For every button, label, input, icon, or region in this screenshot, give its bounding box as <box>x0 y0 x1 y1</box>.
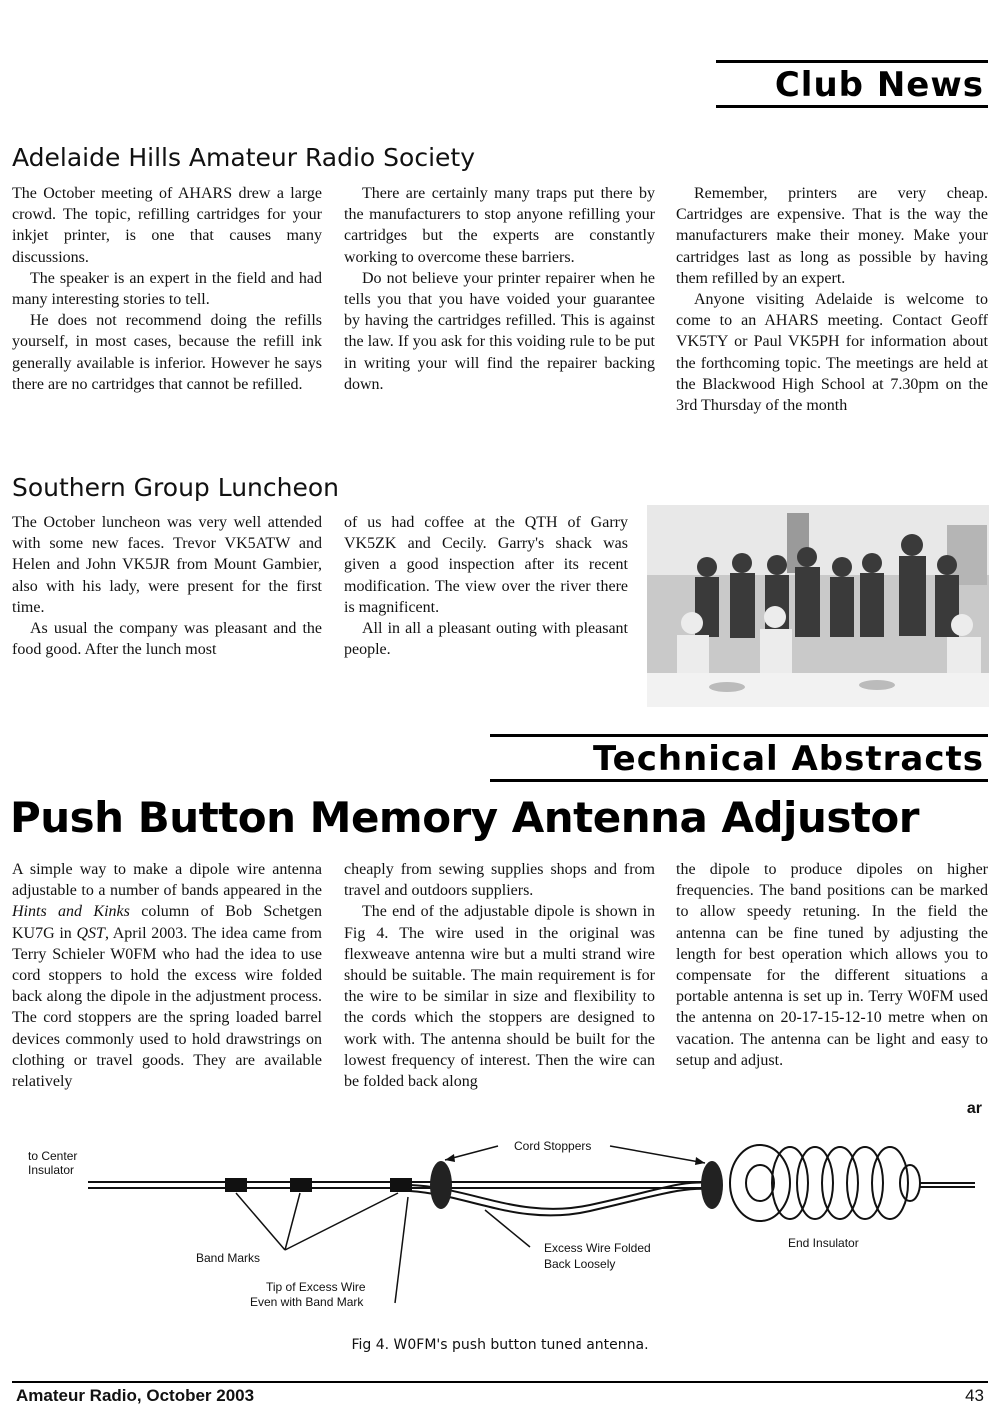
text-run: column of Bob Schetgen KU7G in <box>12 903 323 942</box>
paragraph: The October luncheon was very well attended with some new faces. Trevor VK5ATW and Helen and John VK5JR from Mount Gambier, also with his lady, were present for the first time. <box>12 514 322 616</box>
end-insulator <box>730 1145 975 1221</box>
article-column-2 <box>344 859 655 1092</box>
technical-abstracts-banner: Technical Abstracts <box>490 734 988 782</box>
label-band-marks: Band Marks <box>196 1251 261 1265</box>
cord-stopper <box>430 1161 452 1209</box>
paragraph: The October meeting of AHARS drew a large crowd. The topic, refilling cartridges for your inkjet printer, is one that causes many discussions. <box>12 185 322 266</box>
label-cord-stoppers: Cord Stoppers <box>514 1139 592 1153</box>
paragraph: The end of the adjustable dipole is shown in Fig 4. The wire used in the original was flexweave antenna wire but a multi strand wire should be suitable. The main requirement is for the wire to be similar in size and flexibility to the cords which the stoppers are designed to work with. The antenna should be built for the lowest frequency of interest. Then the wire can be folded back along <box>344 903 655 1091</box>
adelaide-column-1 <box>12 183 322 395</box>
label-tip-2: Even with Band Mark <box>250 1295 364 1309</box>
excess-wire <box>410 1182 712 1208</box>
page-footer <box>12 1381 988 1405</box>
band-mark <box>225 1178 247 1192</box>
section-title-southern: Southern Group Luncheon <box>12 473 340 502</box>
text-run: A simple way to make a dipole wire antenna adjustable to a number of bands appeared in the <box>12 861 322 900</box>
label-excess-2: Back Loosely <box>544 1257 616 1271</box>
text-run: , April 2003. The idea came from Terry Schieler W0FM who had the idea to use cord stoppers to hold the excess wire folded back along the dipole in the adjustment process. The cord stoppers are the spring loaded barrel devices commonly used to hold drawstrings on clothing or travel goods. They are available relatively <box>12 924 323 1091</box>
label-end-insulator: End Insulator <box>788 1236 859 1250</box>
adelaide-column-3 <box>676 183 988 416</box>
paragraph: Remember, printers are very cheap. Cartridges are expensive. That is the way the manufacturers make their money. Make your cartridges last as long as possible by having them refilled by an expert. <box>676 185 988 287</box>
label-excess-1: Excess Wire Folded <box>544 1241 651 1255</box>
paragraph: There are certainly many traps put there by the manufacturers to stop anyone refilling your cartridges but the experts are constantly working to overcome these barriers. <box>344 185 655 266</box>
publication-name: Amateur Radio, October 2003 <box>16 1386 255 1405</box>
paragraph: cheaply from sewing supplies shops and from travel and outdoors suppliers. <box>344 861 655 900</box>
section-title-adelaide: Adelaide Hills Amateur Radio Society <box>12 143 475 172</box>
paragraph: He does not recommend doing the refills yourself, in most cases, because the refill ink generally available is inferior. However he says there are no cartridges that cannot be refilled. <box>12 312 322 393</box>
group-photo <box>647 505 989 707</box>
band-mark <box>290 1178 312 1192</box>
cord-stopper <box>701 1161 723 1209</box>
figure-caption: Fig 4. W0FM's push button tuned antenna. <box>351 1337 649 1353</box>
band-mark <box>390 1178 412 1192</box>
end-mark: ar <box>966 1100 982 1117</box>
paragraph: the dipole to produce dipoles on higher frequencies. The band positions can be marked to allow speedy retuning. In the field the antenna can be fine tuned by adjusting the length for best operation which allows you to compensate for the different situations a portable antenna is set up in. Terry W0FM used the antenna on 20-17-15-12-10 metre when on vacation. The antenna can be light and easy to setup and adjust. <box>676 861 988 1069</box>
southern-column-1 <box>12 512 322 660</box>
paragraph: As usual the company was pleasant and the food good. After the lunch most <box>12 620 322 659</box>
italic-text: QST <box>76 924 105 942</box>
club-news-banner: Club News <box>716 60 988 108</box>
paragraph: of us had coffee at the QTH of Garry VK5ZK and Cecily. Garry's shack was given a good inspection after its recent modification. The view over the river there is magnificent. <box>344 514 628 616</box>
paragraph: Anyone visiting Adelaide is welcome to come to an AHARS meeting. Contact Geoff VK5TY or Paul VK5PH for information about the forthcoming topic. The meetings are held at the Blackwood High School at 7.30pm on the 3rd Thursday of the month <box>676 291 988 415</box>
paragraph: The speaker is an expert in the field and had many interesting stories to tell. <box>12 269 322 309</box>
antenna-diagram <box>0 1125 1000 1335</box>
label-center: to Center <box>28 1149 78 1163</box>
southern-column-2 <box>344 512 628 660</box>
paragraph: Do not believe your printer repairer when he tells you that you have voided your guarantee by having the cartridges refilled. This is against the law. If you ask for this voiding rule to be put in writing your will find the repairer backing down. <box>344 269 655 393</box>
page-number: 43 <box>965 1386 984 1405</box>
article-column-3 <box>676 859 988 1071</box>
article-title: Push Button Memory Antenna Adjustor <box>10 793 920 842</box>
adelaide-column-2 <box>344 183 655 395</box>
italic-text: Hints and Kinks <box>12 903 130 921</box>
label-insulator: Insulator <box>28 1163 75 1177</box>
paragraph: All in all a pleasant outing with pleasant people. <box>344 620 628 659</box>
paragraph <box>12 859 322 1092</box>
group-photo-illustration <box>647 505 989 707</box>
article-column-1 <box>12 859 322 1092</box>
label-tip-1: Tip of Excess Wire <box>266 1280 366 1294</box>
